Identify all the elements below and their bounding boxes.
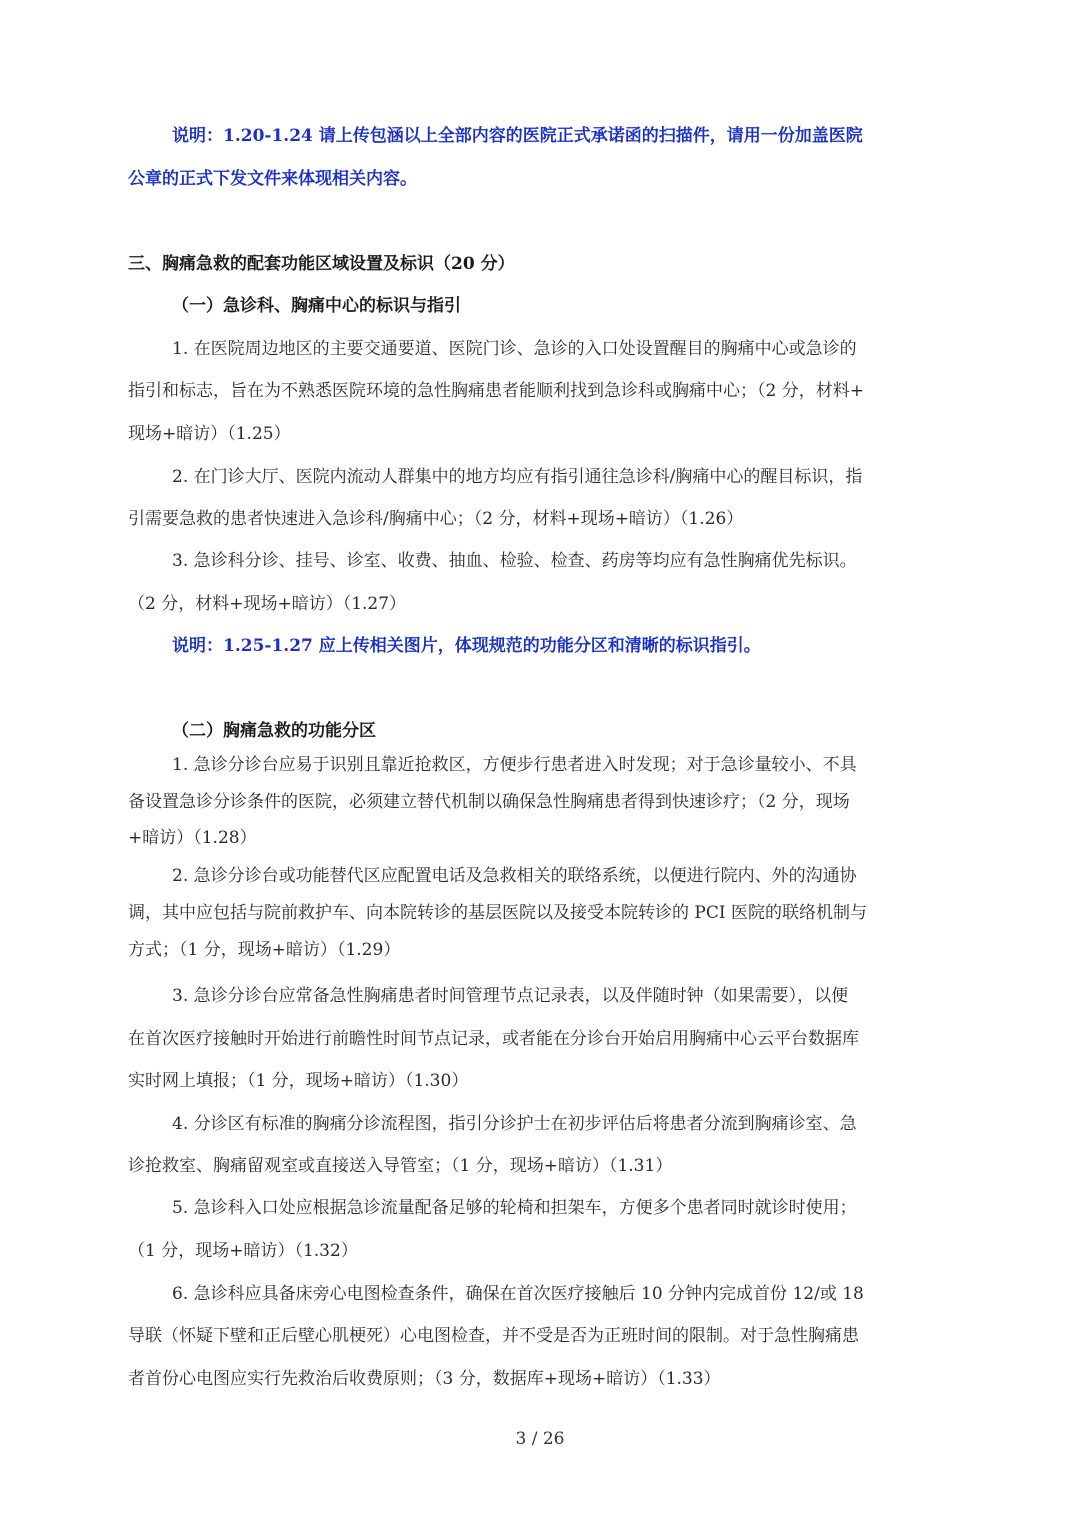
paragraph-line: 4. 分诊区有标准的胸痛分诊流程图，指引分诊护士在初步评估后将患者分流到胸痛诊室、急 — [172, 1114, 857, 1134]
paragraph-line: （2 分，材料+现场+暗访）（1.27） — [128, 594, 407, 614]
paragraph-line: 1. 在医院周边地区的主要交通要道、医院门诊、急诊的入口处设置醒目的胸痛中心或急诊的 — [172, 339, 857, 359]
paragraph-line: 诊抢救室、胸痛留观室或直接送入导管室；（1 分，现场+暗访）（1.31） — [128, 1156, 673, 1176]
note-line: 说明：1.20-1.24 请上传包涵以上全部内容的医院正式承诺函的扫描件，请用一份加盖医院 — [172, 126, 863, 146]
note-line: 说明：1.25-1.27 应上传相关图片，体现规范的功能分区和清晰的标识指引。 — [172, 636, 761, 656]
paragraph-line: 1. 急诊分诊台应易于识别且靠近抢救区，方便步行患者进入时发现；对于急诊量较小、不具 — [172, 755, 857, 775]
paragraph-line: 引需要急救的患者快速进入急诊科/胸痛中心；（2 分，材料+现场+暗访）（1.26） — [128, 509, 744, 529]
subsection-heading: （一）急诊科、胸痛中心的标识与指引 — [172, 296, 461, 316]
paragraph-line: 导联（怀疑下壁和正后壁心肌梗死）心电图检查，并不受是否为正班时间的限制。对于急性胸痛患 — [128, 1326, 859, 1346]
page-number: 3 / 26 — [515, 1429, 565, 1449]
section-heading: 三、胸痛急救的配套功能区域设置及标识（20 分） — [128, 254, 515, 274]
paragraph-line: 6. 急诊科应具备床旁心电图检查条件，确保在首次医疗接触后 10 分钟内完成首份 12/或 18 — [172, 1284, 864, 1304]
paragraph-line: 在首次医疗接触时开始进行前瞻性时间节点记录，或者能在分诊台开始启用胸痛中心云平台数据库 — [128, 1029, 859, 1049]
paragraph-line: 调，其中应包括与院前救护车、向本院转诊的基层医院以及接受本院转诊的 PCI 医院的联络机制与 — [128, 903, 867, 923]
paragraph-line: 2. 在门诊大厅、医院内流动人群集中的地方均应有指引通往急诊科/胸痛中心的醒目标识，指 — [172, 467, 863, 487]
paragraph-line: 5. 急诊科入口处应根据急诊流量配备足够的轮椅和担架车，方便多个患者同时就诊时使用； — [172, 1198, 857, 1218]
subsection-heading: （二）胸痛急救的功能分区 — [172, 721, 376, 741]
paragraph-line: （1 分，现场+暗访）（1.32） — [128, 1241, 358, 1261]
paragraph-line: 指引和标志，旨在为不熟悉医院环境的急性胸痛患者能顺利找到急诊科或胸痛中心；（2 分，材料+ — [128, 381, 864, 401]
paragraph-line: 备设置急诊分诊条件的医院，必须建立替代机制以确保急性胸痛患者得到快速诊疗；（2 分，现场 — [128, 792, 850, 812]
paragraph-line: 2. 急诊分诊台或功能替代区应配置电话及急救相关的联络系统，以便进行院内、外的沟通协 — [172, 866, 857, 886]
paragraph-line: 实时网上填报；（1 分，现场+暗访）（1.30） — [128, 1071, 469, 1091]
paragraph-line: 方式；（1 分，现场+暗访）（1.29） — [128, 940, 401, 960]
paragraph-line: 3. 急诊科分诊、挂号、诊室、收费、抽血、检验、检查、药房等均应有急性胸痛优先标识。 — [172, 551, 857, 571]
paragraph-line: +暗访）（1.28） — [128, 828, 257, 848]
paragraph-line: 者首份心电图应实行先救治后收费原则；（3 分，数据库+现场+暗访）（1.33） — [128, 1369, 721, 1389]
paragraph-line: 3. 急诊分诊台应常备急性胸痛患者时间管理节点记录表，以及伴随时钟（如果需要），以便 — [172, 986, 849, 1006]
note-line: 公章的正式下发文件来体现相关内容。 — [128, 169, 417, 189]
paragraph-line: 现场+暗访）（1.25） — [128, 424, 291, 444]
